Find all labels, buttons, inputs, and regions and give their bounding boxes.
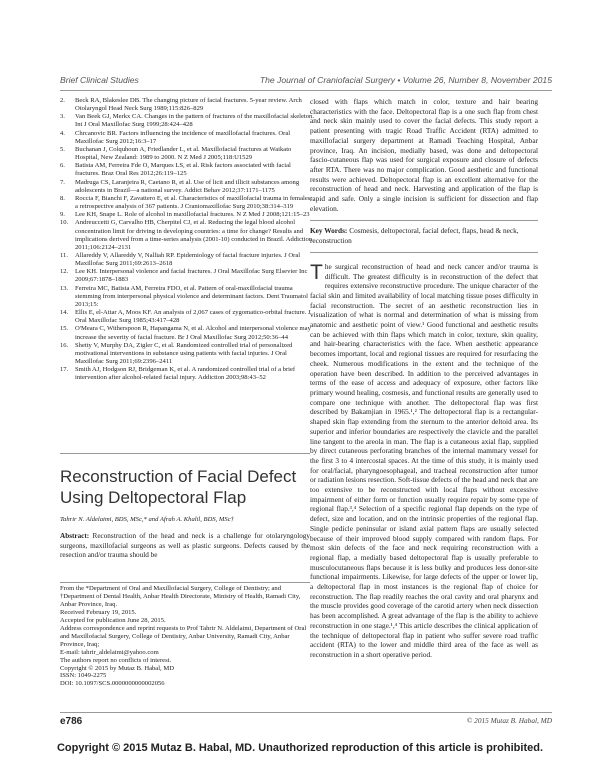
reference-number: 15. xyxy=(60,325,69,333)
reference-number: 7. xyxy=(60,178,65,186)
keywords xyxy=(310,226,538,245)
reference-text: Batista AM, Ferreira Fde O, Marques LS, et al. Risk factors associated with facial fractures. Braz Oral Res 2012;26:119–125 xyxy=(75,162,291,178)
reference-text: Shetty V, Murphy DA, Zigler C, et al. Randomized controlled trial of personalized motivational interventions in substance using patients with facial injuries. J Oral Maxillofac Surg 2011;69:2396–2411 xyxy=(75,341,293,365)
reference-item xyxy=(60,285,315,309)
reference-item xyxy=(60,113,315,129)
abstract-text-right: closed with flaps which match in color, texture and hair bearing characteristics with the face. Deltopectoral flap is a one such flap from chest and neck skin mainly used to cover the facial defects. This study report a patient presenting with tragic Road Traffic Accident (RTA) admitted to maxillofacial surgery department at Ramadi Teaching Hospital, Anbar province, Iraq. An incision, medially based, was done and deltopectoral fascio-cutaneous flap was used for surgical exposure and closure of defects after RTA. There was no major complication. Good aesthetic and functional results were achieved. Deltopectoral flap is an excellent alternative for the reconstruction of head and neck. Harvesting and application of the flap is rapid and safe. Only a single incision is sufficient for dissection and flap elevation. xyxy=(310,97,538,213)
right-column xyxy=(310,97,538,660)
reference-text: Ellis E, el-Attar A, Moos KF. An analysis of 2,067 cases of zygomatico-orbital fracture. J Oral Maxillofac Surg 1985;43:417–428 xyxy=(75,309,311,325)
abstract-text-left: Reconstruction of the head and neck is a challenge for otolaryngology surgeons, maxillofacial surgeons as well as plastic surgeons. Defects caused by the resection and/or trauma should be xyxy=(60,532,310,560)
keywords-text: Cosmesis, deltopectoral, facial defect, flaps, head & neck, reconstruction xyxy=(310,226,519,246)
reference-number: 3. xyxy=(60,113,65,121)
reference-item xyxy=(60,219,315,252)
affiliation-line: From the *Department of Oral and Maxillofacial Surgery, College of Dentistry; and †Department of Dental Health, Anbar Health Directorate, Ministry of Health, Ramadi City, Anbar Province, Iraq. xyxy=(60,585,301,608)
reference-item xyxy=(60,97,315,113)
reference-item xyxy=(60,309,315,325)
reference-number: 11. xyxy=(60,251,68,259)
reference-text: Smith AJ, Hodgson RJ, Bridgeman K, et al. A randomized controlled trial of a brief intervention after alcohol-related facial injury. Addiction 2003;98:43–52 xyxy=(75,366,296,382)
section-label: Brief Clinical Studies xyxy=(60,75,139,85)
article-separator xyxy=(60,453,310,454)
reference-text: Ferreira MC, Batista AM, Ferreira FDO, et al. Pattern of oral-maxillofacial trauma stemming from interpersonal physical violence and determinant factors. Dent Traumatol 2013;15: xyxy=(75,284,308,308)
reference-item xyxy=(60,162,315,178)
reference-item xyxy=(60,130,315,146)
reference-text: Lee KH, Snape L. Role of alcohol in maxillofacial fractures. N Z Med J 2008;121:15–23 xyxy=(75,211,310,219)
reference-item xyxy=(60,342,315,366)
reference-text: Buchanan J, Colquhoun A, Friedlander L, et al. Maxillofacial fractures at Waikato Hospital, New Zealand: 1989 to 2000. N Z Med J 2005;118:U1529 xyxy=(75,145,292,162)
reference-number: 10. xyxy=(60,219,69,227)
affiliation-block xyxy=(60,585,310,688)
reference-number: 14. xyxy=(60,309,69,317)
reference-number: 5. xyxy=(60,145,65,153)
page-number: e786 xyxy=(60,716,83,727)
article-authors: Tahrir N. Aldelaimi, BDS, MSc,* and Afrah A. Khalil, BDS, MSc† xyxy=(60,516,234,523)
reference-text: Lee KH. Interpersonal violence and facial fractures. J Oral Maxillofac Surg Elsevier Inc 2009;67:1878–1883 xyxy=(75,268,308,284)
affiliation-line: ISSN: 1049-2275 xyxy=(60,672,107,680)
reference-item xyxy=(60,146,315,162)
reference-number: 12. xyxy=(60,268,69,276)
reference-text: Madruga CS, Laranjeira R, Caetano R, et al. Use of licit and illicit substances among adolescents in Brazil—a national survey. Addict Behav 2012;37:1171–1175 xyxy=(75,178,300,194)
reference-item xyxy=(60,211,315,219)
reference-number: 6. xyxy=(60,162,65,170)
reference-text: Allareddy V, Allareddy V, Nalliah RP. Epidemiology of facial fracture injuries. J Oral Maxillofac Surg 2011;69:2613–2618 xyxy=(75,251,301,268)
affiliation-line: E-mail: tahrir_aldelaimi@yahoo.com xyxy=(60,648,159,656)
reference-text: O'Meara C, Witherspoon R, Hapangama N, et al. Alcohol and interpersonal violence may increase the severity of facial fracture. Br J Oral Maxillofac Surg 2012;50:36–44 xyxy=(75,325,311,341)
affiliation-line: Copyright © 2015 by Mutaz B. Habal, MD xyxy=(60,664,174,672)
reference-number: 17. xyxy=(60,366,69,374)
affiliation-line: Received February 19, 2015. xyxy=(60,608,137,616)
reference-text: Roccia F, Bianchi F, Zavattero E, et al. Characteristics of maxillofacial trauma in females: a retrospective analysis of 367 patients. J Craniomaxillofac Surg 2010;38:314–319 xyxy=(75,194,313,211)
footer-copyright: © 2015 Mutaz B. Habal, MD xyxy=(466,716,552,725)
affiliation-line: DOI: 10.1097/SCS.0000000000002056 xyxy=(60,680,165,688)
reference-item xyxy=(60,325,315,341)
affiliation-line: Accepted for publication June 28, 2015. xyxy=(60,616,166,624)
reference-item xyxy=(60,179,315,195)
drop-cap: T xyxy=(310,260,323,284)
journal-info: The Journal of Craniofacial Surgery • Volume 26, Number 8, November 2015 xyxy=(259,75,552,85)
reference-text: Chrcanovic BR. Factors influencing the incidence of maxillofacial fractures. Oral Maxillofac Surg 2012;16:3–17 xyxy=(75,129,291,145)
reference-item xyxy=(60,366,315,382)
affiliation-line: The authors report no conflicts of interest. xyxy=(60,656,172,664)
reference-number: 4. xyxy=(60,129,65,137)
reference-number: 8. xyxy=(60,194,65,202)
reference-number: 9. xyxy=(60,211,65,219)
keywords-rule-top xyxy=(310,220,538,221)
reference-text: Beck RA, Blakeslee DB. The changing picture of facial fractures. 5-year review. Arch Otolaryngol Head Neck Surg 1989;115:826–829 xyxy=(75,97,302,113)
abstract-label: Abstract: xyxy=(60,532,90,540)
reference-number: 2. xyxy=(60,97,65,104)
reference-item xyxy=(60,252,315,268)
header-rule xyxy=(60,90,552,91)
affiliation-rule xyxy=(60,582,310,583)
reference-number: 16. xyxy=(60,341,69,349)
references-column xyxy=(60,97,315,382)
reference-list xyxy=(60,97,315,382)
body-text xyxy=(310,262,538,660)
keywords-label: Key Words: xyxy=(310,226,348,236)
running-header xyxy=(60,72,552,88)
reference-item xyxy=(60,268,315,284)
article-title: Reconstruction of Facial Defect Using Deltopectoral Flap xyxy=(60,467,297,507)
reference-text: Andreuccetti G, Carvalho HB, Cherpitel CJ, et al. Reducing the legal blood alcohol concentration limit for driving in developing countries: a time for change? Results and implications derived from a time-series analysis (2001-10) conducted in Brazil. Addiction 2011;106:2124–2131 xyxy=(75,219,313,251)
footer-rule xyxy=(60,712,552,713)
copyright-banner: Copyright © 2015 Mutaz B. Habal, MD. Unauthorized reproduction of this article is prohibited. xyxy=(56,742,544,754)
reference-item xyxy=(60,195,315,211)
abstract xyxy=(60,532,310,561)
reference-text: Van Beek GJ, Merkx CA. Changes in the pattern of fractures of the maxillofacial skeleton. Int J Oral Maxillofac Surg 1999;28:424–428 xyxy=(75,113,314,129)
body-paragraph: he surgical reconstruction of head and neck cancer and/or trauma is difficult. The greatest difficulty is in reconstruction of the defect that requires extensive reconstructive procedure. The unique character of the facial skin and limited availability of local matching tissue poses difficulty in facial reconstruction. The secret of an aesthetic reconstruction lies in visualization of what is normal and determination of what is missing from anatomic and aesthetic point of view.¹ Good functional and aesthetic results can be achieved with thin flaps which match in color, texture, skin quality, and hair-bearing characteristics with the face. When aesthetic appearance becomes important, local and regional tissues are required for resurfacing the cheek. Numerous modifications in the extent and the technique of the operation have been described. In addition to the perceived advantages in terms of the ease of access and adequacy of exposure, other factors like primary wound healing, cosmesis, and functional results are generally used to compare one technique with another. The deltopectoral flap was first described by Bakamjian in 1965.¹,² The deltopectoral flap is a rectangular-shaped skin flap extending from the sternum to the anterior deltoid area. Its superior and inferior boundaries are respectively the clavicle and the parallel line tangent to the areola in man. The flap is a cutaneous axial flap, supplied by direct cutaneous perforating branches of the internal mammary vessel for the first 3 to 4 intercostal spaces. At the time of this study, it is mainly used for oral/facial, pharyngoesophageal, and tracheal reconstruction after tumor or radiation lesions resection. Soft-tissue defects of the head and neck that are too extensive to be reconstructed with local flaps without excessive impairment of either form or function usually require repair by some type of regional flap.³,⁴ Selection of a specific regional flap depends on the type of defect, size and location, and on the intrinsic properties of the regional flap. Single pedicle peninsular or island axial pattern flaps are usually selected because of their improved blood supply compared with random flaps. For most skin defects of the face and neck requiring reconstruction with a regional flap, a medially based deltopectoral flap is usually preferable to musculocutaneous flaps because it is less bulky and produces less donor-site functional impairments. Likewise, for large defects of the upper or lower lip, a deltopectoral flap in most instances is the regional flap of choice for reconstruction. The flap readily reaches the oral cavity and oral pharynx and the muscle provides good coverage of the carotid artery when neck dissection has been accomplished. A great advantage of the flap is the ability to achieve reconstruction in one stage.¹,⁴ This article describes the clinical application of the technique of deltopectoral flap in patient who suffer severe road traffic accident (RTA) to the lower and middle third area of the face as well as reconstruction in a short operative period. xyxy=(310,261,538,659)
affiliation-line: Address correspondence and reprint requests to Prof Tahrir N. Aldelaimi, Department of Oral and Maxillofacial Surgery, College of Dentistry, Anbar University, Ramadi City, Anbar Province, Iraq; xyxy=(60,624,307,648)
keywords-rule-bottom xyxy=(310,252,538,253)
reference-number: 13. xyxy=(60,284,69,292)
